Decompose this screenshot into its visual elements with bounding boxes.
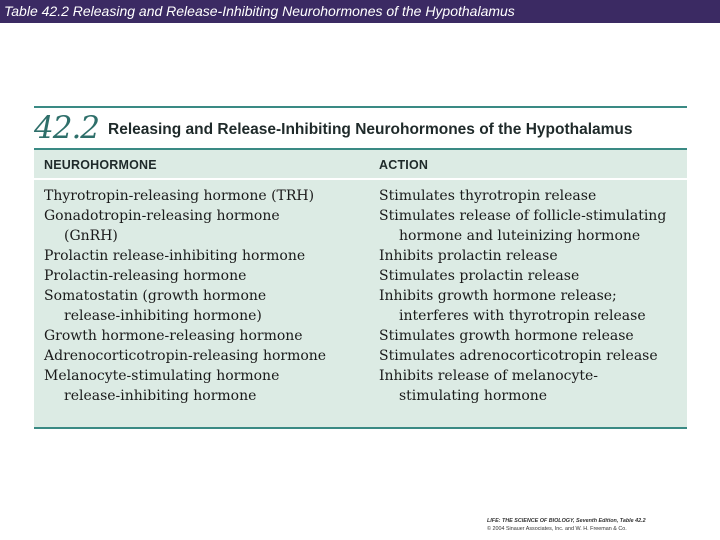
action-text: Inhibits prolactin release — [379, 248, 558, 264]
credit-line — [487, 517, 717, 533]
cell-action — [379, 206, 679, 246]
figure-header — [34, 106, 687, 148]
action-text: stimulating hormone — [399, 388, 548, 404]
neurohormone-text: Growth hormone-releasing hormone — [44, 328, 303, 344]
neurohormone-text: Prolactin-releasing hormone — [44, 268, 247, 284]
table-header-row — [34, 150, 687, 180]
action-text: hormone and luteinizing hormone — [399, 228, 641, 244]
figure-number: 42.2 — [34, 110, 100, 146]
action-text: Inhibits growth hormone release; — [379, 288, 617, 304]
cell-neurohormone — [44, 186, 379, 206]
cell-action — [379, 366, 679, 406]
cell-action — [379, 186, 679, 206]
cell-action — [379, 346, 679, 366]
cell-neurohormone — [44, 286, 379, 326]
action-text: Inhibits release of melanocyte- — [379, 368, 599, 384]
neurohormone-text: Somatostatin (growth hormone — [44, 288, 267, 304]
neurohormone-text: release-inhibiting hormone) — [64, 308, 262, 324]
cell-neurohormone — [44, 266, 379, 286]
cell-neurohormone — [44, 326, 379, 346]
action-text: Stimulates release of follicle-stimulating — [379, 208, 667, 224]
column-header-action: ACTION — [379, 158, 429, 172]
table-row — [34, 186, 687, 206]
cell-neurohormone — [44, 206, 379, 246]
action-text: Stimulates adrenocorticotropin release — [379, 348, 658, 364]
table-row — [34, 366, 687, 406]
cell-action — [379, 286, 679, 326]
cell-neurohormone — [44, 366, 379, 406]
cell-neurohormone — [44, 346, 379, 366]
cell-action — [379, 266, 679, 286]
credit-copyright: © 2004 Sinauer Associates, Inc. and W. H. Freeman & Co. — [487, 526, 627, 532]
table-row — [34, 346, 687, 366]
action-text: Stimulates thyrotropin release — [379, 188, 597, 204]
neurohormone-text: Adrenocorticotropin-releasing hormone — [44, 348, 327, 364]
action-text: interferes with thyrotropin release — [399, 308, 646, 324]
table-row — [34, 326, 687, 346]
cell-neurohormone — [44, 246, 379, 266]
action-text: Stimulates growth hormone release — [379, 328, 634, 344]
neurohormone-text: (GnRH) — [64, 228, 118, 244]
neurohormone-text: release-inhibiting hormone — [64, 388, 257, 404]
neurohormone-text: Melanocyte-stimulating hormone — [44, 368, 280, 384]
table-row — [34, 286, 687, 326]
cell-action — [379, 326, 679, 346]
neurohormone-text: Prolactin release-inhibiting hormone — [44, 248, 306, 264]
credit-book: LIFE: THE SCIENCE OF BIOLOGY, Seventh Edition, Table 42.2 — [487, 518, 646, 524]
table-body — [34, 186, 687, 406]
cell-action — [379, 246, 679, 266]
slide-title: Table 42.2 Releasing and Release-Inhibiting Neurohormones of the Hypothalamus — [0, 0, 720, 23]
neurohormone-text: Thyrotropin-releasing hormone (TRH) — [44, 188, 315, 204]
neurohormone-text: Gonadotropin-releasing hormone — [44, 208, 280, 224]
action-text: Stimulates prolactin release — [379, 268, 580, 284]
figure-title: Releasing and Release-Inhibiting Neurohormones of the Hypothalamus — [108, 121, 633, 138]
table-row — [34, 246, 687, 266]
table-figure — [34, 106, 687, 429]
table-row — [34, 266, 687, 286]
neurohormone-table — [34, 148, 687, 429]
column-header-neurohormone: NEUROHORMONE — [44, 158, 157, 172]
table-row — [34, 206, 687, 246]
